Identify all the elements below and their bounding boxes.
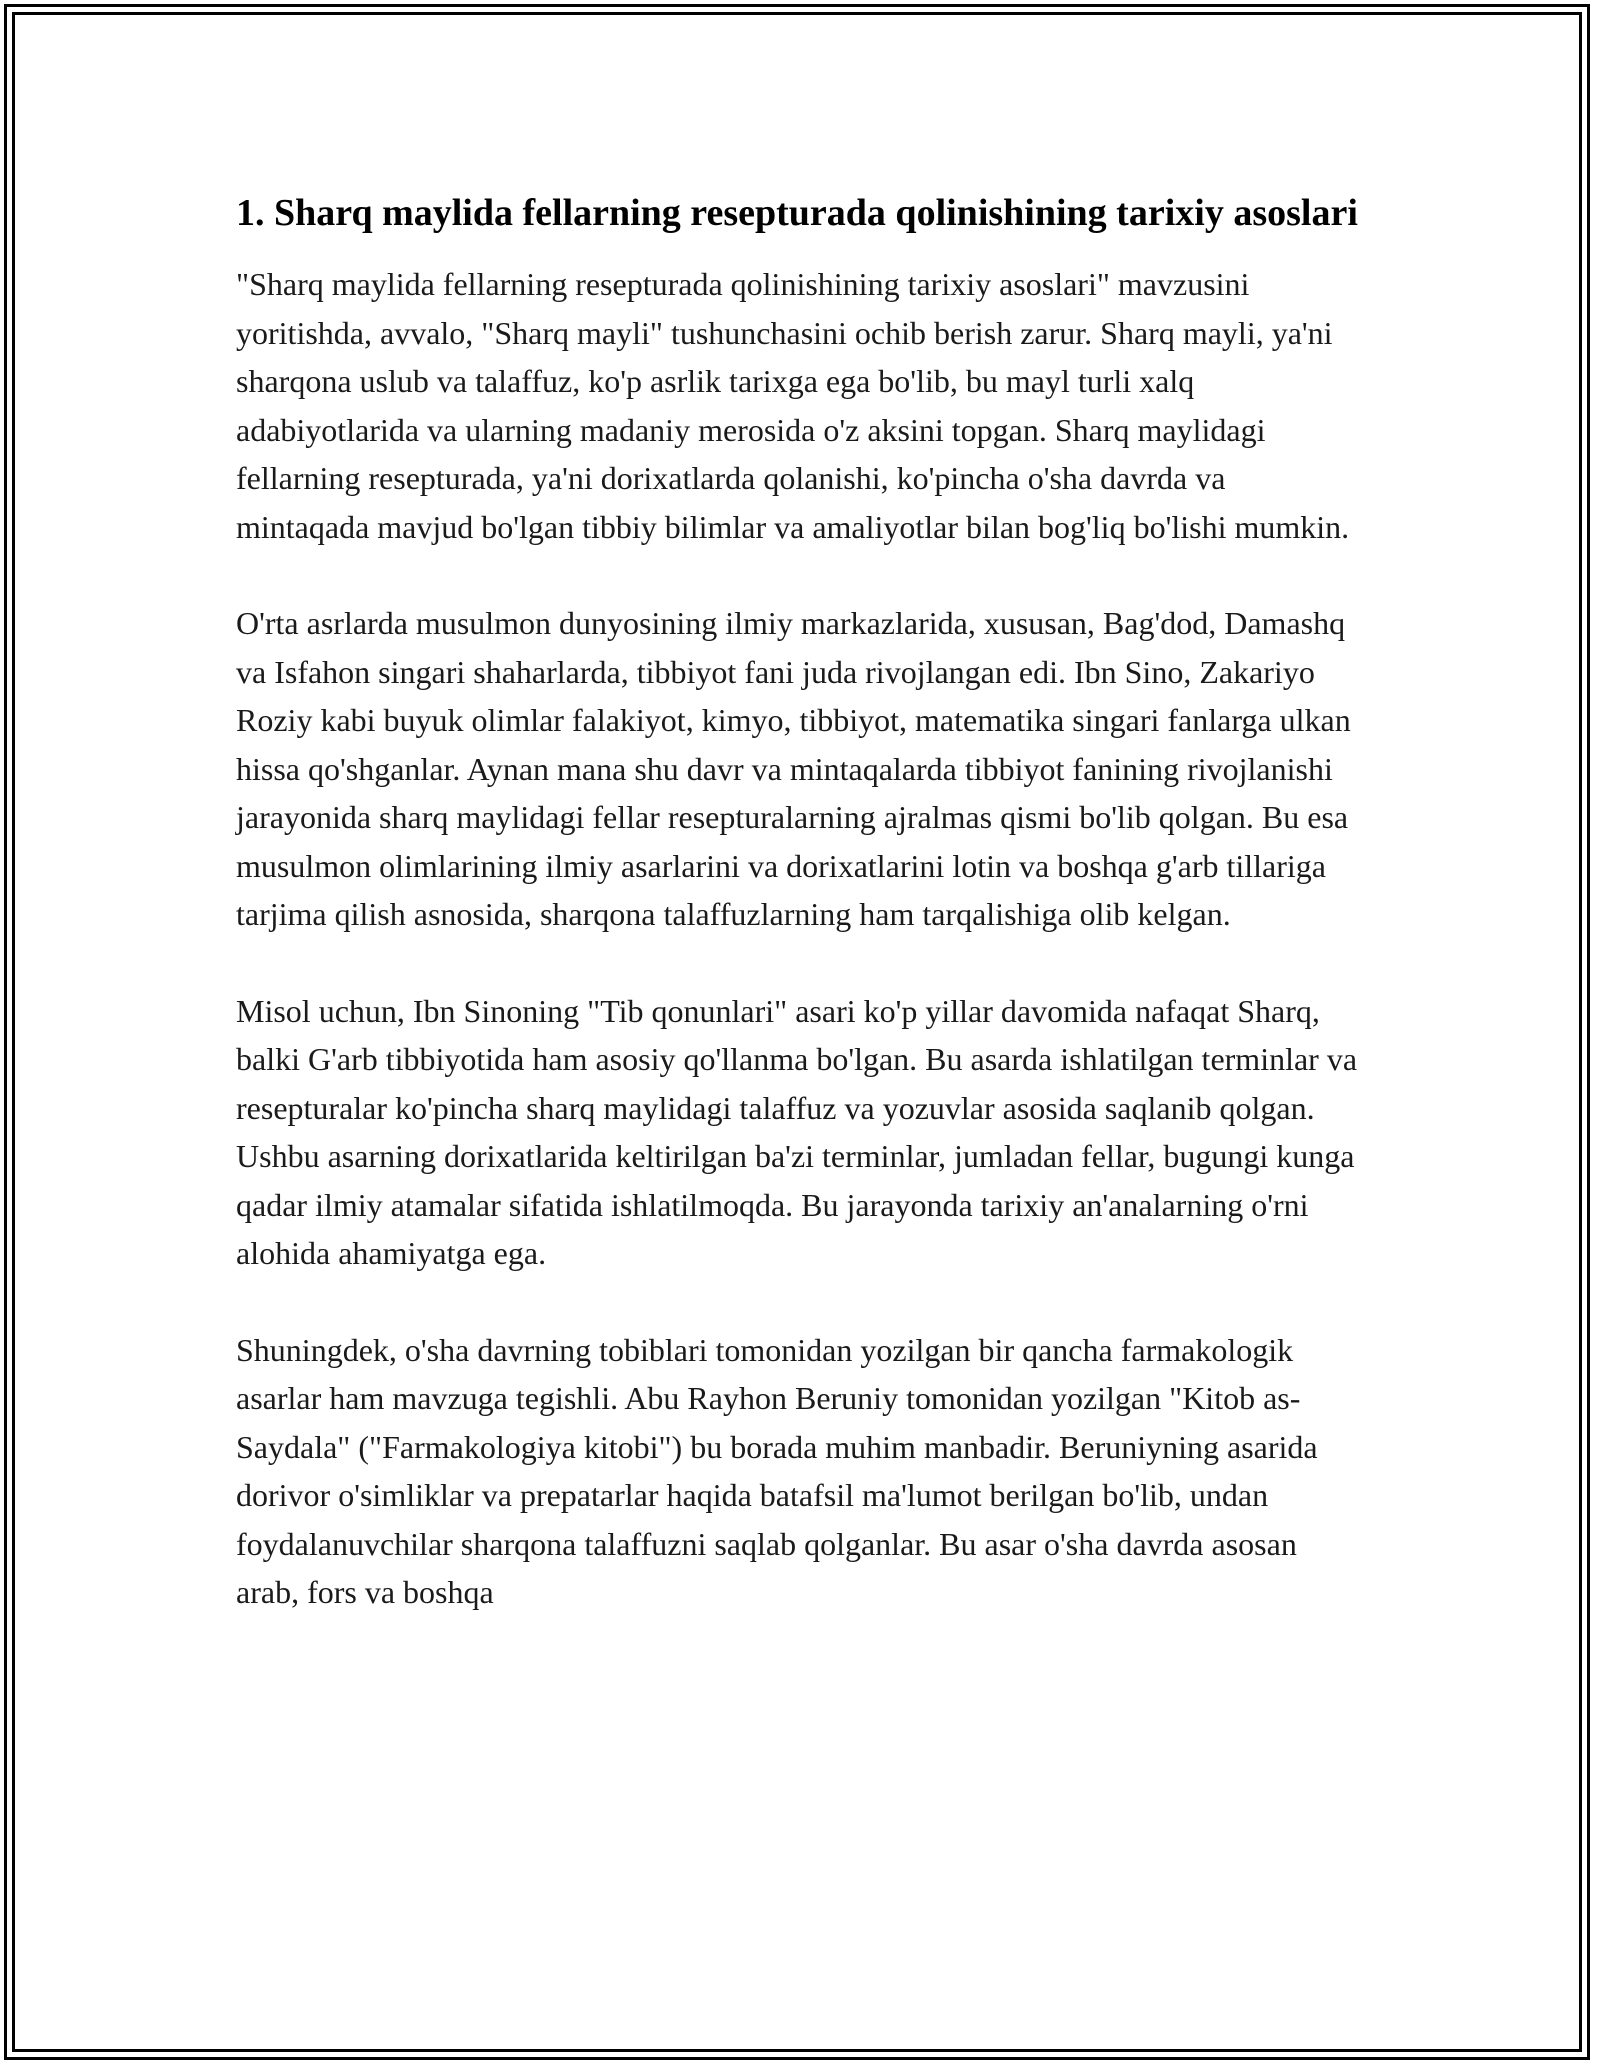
paragraph-4: Shuningdek, o'sha davrning tobiblari tomonidan yozilgan bir qancha farmakologik asarlar ham mavzuga tegishli. Abu Rayhon Beruniy tomonidan yozilgan "Kitob as-Saydala" ("Farmakologiya kitobi") bu borada muhim manbadir. Beruniyning asarida dorivor o'simliklar va prepatarlar haqida batafsil ma'lumot berilgan bo'lib, undan foydalanuvchilar sharqona talaffuzni saqlab qolganlar. Bu asar o'sha davrda asosan arab, fors va boshqa (236, 1331, 1318, 1610)
paragraph-3: Misol uchun, Ibn Sinoning "Tib qonunlari" asari ko'p yillar davomida nafaqat Sharq, balki G'arb tibbiyotida ham asosiy qo'llanma bo'lgan. Bu asarda ishlatilgan terminlar va resepturalar ko'pincha sharq maylidagi talaffuz va yozuvlar asosida saqlanib qolgan. Ushbu asarning dorixatlarida keltirilgan ba'zi terminlar, jumladan fellar, bugungi kunga qadar ilmiy atamalar sifatida ishlatilmoqda. Bu jarayonda tarixiy an'analarning o'rni alohida ahamiyatga ega. (236, 992, 1358, 1271)
paragraph-1: "Sharq maylida fellarning resepturada qolinishining tarixiy asoslari" mavzusini yoritishda, avvalo, "Sharq mayli" tushunchasini ochib berish zarur. Sharq mayli, ya'ni sharqona uslub va talaffuz, ko'p asrlik tarixga ega bo'lib, bu mayl turli xalq adabiyotlarida va ularning madaniy merosida o'z aksini topgan. Sharq maylidagi fellarning resepturada, ya'ni dorixatlarda qolanishi, ko'pincha o'sha davrda va mintaqada mavjud bo'lgan tibbiy bilimlar va amaliyotlar bilan bog'liq bo'lishi mumkin. (236, 266, 1350, 545)
paragraph-2: O'rta asrlarda musulmon dunyosining ilmiy markazlarida, xususan, Bag'dod, Damashq va Isfahon singari shaharlarda, tibbiyot fani juda rivojlangan edi. Ibn Sino, Zakariyo Roziy kabi buyuk olimlar falakiyot, kimyo, tibbiyot, matematika singari fanlarga ulkan hissa qo'shganlar. Aynan mana shu davr va mintaqalarda tibbiyot fanining rivojlanishi jarayonida sharq maylidagi fellar resepturalarning ajralmas qismi bo'lib qolgan. Bu esa musulmon olimlarining ilmiy asarlarini va dorixatlarini lotin va boshqa g'arb tillariga tarjima qilish asnosida, sharqona talaffuzlarning ham tarqalishiga olib kelgan. (236, 605, 1351, 932)
document-page (236, 186, 1366, 1665)
section-title: 1. Sharq maylida fellarning resepturada qolinishining tarixiy asoslari (236, 192, 1358, 234)
